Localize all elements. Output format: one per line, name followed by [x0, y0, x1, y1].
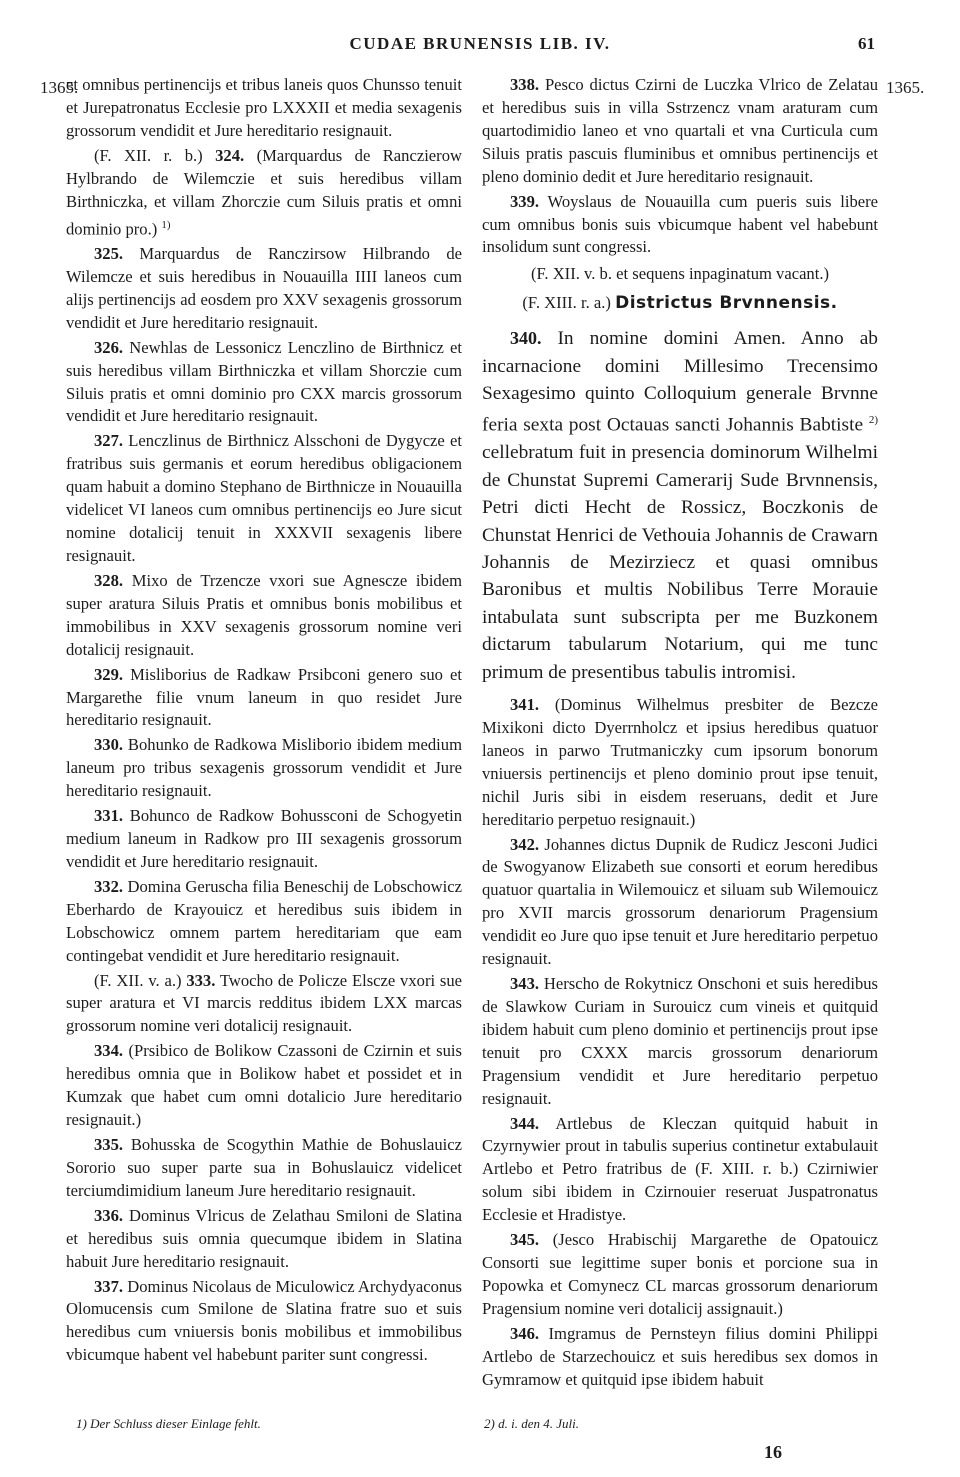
entry-328: 328. Mixo de Trzencze vxori sue Agnescze ibidem super aratura Siluis Pratis et omnibus bonis mobilibus et immobilibus in XXV sexagenis grossorum nomine veri dotalicij resignauit. [66, 570, 462, 659]
entry-340-charter: 340. In nomine domini Amen. Anno ab incarnacione domini Millesimo Trecensimo Sexagesimo quinto Colloquium generale Brvnne feria sexta post Octauas sancti Johannis Babtiste $^{2)}$ cellebratum fuit in presencia dominorum Wilhelmi de Chunstat Supremi Camerarij Sude Brvnnensis, Petri dicti Hecht de Rossicz, Boczkonis de Chunstat Henrici de Vethouia Johannis de Crawarn Johannis de Mezirziecz et quasi omnibus Baronibus et multis Nobilibus Terre Morauie intabulata sunt subscripta per me Buzkonem dictarum tabularum Notarium, qui me tunc primum de presentibus tabulis intromisi. [482, 328, 878, 683]
entry-345: 345. (Jesco Hrabischij Margarethe de Opatouicz Consorti sue legittime super bonis et porcione sua in Popowka et Comynecz CL marcas grossorum denariorum Pragensium nomine veri dotalicij assignauit.) [482, 1230, 878, 1318]
entry-335: 335. Bohusska de Scogythin Mathie de Bohuslauicz Sororio suo super parte sua in Bohuslauicz videlicet terciumdimidium laneum Jure hereditario resignauit. [66, 1135, 462, 1200]
district-heading: (F. XIII. r. a.) Districtus Brvnnensis. [522, 293, 838, 314]
entry-329: 329. Misliborius de Radkaw Prsibconi genero suo et Margarethe filie vnum laneum in quo residet Jure hereditario resignauit. [66, 664, 462, 730]
entry-333: (F. XII. v. a.) 333. Twocho de Policze Elscze vxori sue super aratura et VI marcis redditus ibidem LXX marcas grossorum nomine veri dotalicij resignauit. [66, 970, 462, 1036]
entry-326: 326. Newhlas de Lessonicz Lenczlino de Birthnicz et suis heredibus villam Birthniczka et villam Shorczie cum Siluis pratis et omni dominio pro CXX marcis grossorum vendidit et Jure hereditario resignauit. [66, 337, 462, 426]
footnote-2: 2) d. i. den 4. Juli. [484, 1416, 579, 1431]
folio-note: (F. XII. v. b. et sequens inpaginatum vacant.) [530, 264, 830, 284]
entry-325: 325. Marquardus de Ranczirsow Hilbrando de Wilemcze et suis heredibus in Nouauilla IIII laneos cum alijs pertinencijs ad eosdem pro XXV sexagenis grossorum vendidit et Jure hereditario resignauit. [66, 243, 463, 332]
printer-signature-mark: 16 [764, 1442, 782, 1462]
entry-339: 339. Woyslaus de Nouauilla cum pueris suis libere cum omnibus bonis suis vbicumque habent vel habebunt insolidum sunt congressi. [482, 191, 878, 257]
entry-327: 327. Lenczlinus de Birthnicz Alsschoni de Dygycze et fratribus suis germanis et eorum heredibus obligacionem quam habuit a domino Stephano de Birthnicze in Nouauilla videlicet VI laneos cum omnibus pertinencijs eo Jure sicut nomine dotalicij tenuit in XXXVII sexagenis libere resignauit. [66, 431, 462, 565]
margin-year-right: 1365. [886, 78, 925, 97]
entry-332: 332. Domina Geruscha filia Beneschij de Lobschowicz Eberhardo de Krayouicz et heredibus suis ibidem in Lobschowicz omnem partem hereditariam que eam contingebat vendidit et Jure hereditario resignauit. [66, 876, 462, 965]
page-number: 61 [858, 34, 875, 53]
left-column [66, 74, 462, 1369]
entry-344: 344. Artlebus de Kleczan quitquid habuit in Czyrnywier prout in tabulis superius continetur extabulauit Artlebo et Petro fratribus de (F. XIII. r. b.) Czirniwier solum sibi ibidem in Czirnouier reseruat Juspatronatus Ecclesie et Hradistye. [482, 1113, 879, 1225]
running-title: CUDAE BRUNENSIS LIB. IV. [349, 34, 611, 53]
entry-338: 338. Pesco dictus Czirni de Luczka Vlrico de Zelatau et heredibus suis in villa Sstrzencz vnam araturam cum quartodimidio laneo et vno quartali et vna Curticula cum Siluis pratis pascuis fluminibus et omnibus pertinencijs et pleno dominio dedit et Jure hereditario resignauit. [482, 75, 878, 186]
entry-324: (F. XII. r. b.) 324. (Marquardus de Ranczierow Hylbrando de Wilemczie et suis heredibus villam Birthniczka, et villam Zhorczie cum Siluis pratis et omni dominio pro.) $^{1)}$ [66, 145, 462, 239]
entry-343: 343. Herscho de Rokytnicz Onschoni et suis heredibus de Slawkow Curiam in Surouicz cum vineis et quitquid ibidem habuit cum pleno dominio et pertinencijs prout ipse tenuit pro CXXX marcis grossorum denariorum Pragensium vendidit et Jure hereditario perpetuo resignauit. [482, 974, 878, 1108]
entry-336: 336. Dominus Vlricus de Zelathau Smiloni de Slatina et heredibus suis omnia quecumque ibidem in Slatina habuit Jure hereditario resignauit. [66, 1205, 462, 1271]
footnote-1: 1) Der Schluss dieser Einlage fehlt. [76, 1416, 261, 1431]
running-head [0, 28, 960, 58]
margin-year-left: 1365. [40, 78, 79, 97]
entry-334: 334. (Prsibico de Bolikow Czassoni de Czirnin et suis heredibus omnia que in Bolikow habet et possidet et in Kumzak que habet cum omni dotalicio Jure hereditario resignauit.) [66, 1041, 462, 1130]
entry-331: 331. Bohunco de Radkow Bohussconi de Schogyetin medium laneum in Radkow pro III sexagenis grossorum vendidit et Jure hereditario resignauit. [66, 806, 462, 871]
entry-342: 342. Johannes dictus Dupnik de Rudicz Jesconi Judici de Swogyanow Elizabeth sue consorti et eorum heredibus quatuor quartalia in Wilemouicz et siluam sub Wilemouicz pro XVII marcis grossorum denariorum Pragensium vendidit eo Jure quo ipse tenuit et Jure hereditario perpetuo resignauit. [482, 834, 879, 969]
entry-341: 341. (Dominus Wilhelmus presbiter de Bezcze Mixikoni dicto Dyerrnholcz et ipsius heredibus quatuor laneos in parwo Trutmaniczky cum ipsorum bonorum vniuersis pertinencijs et pleno dominio prout ipse tenuit, nichil Juris sibi in eisdem reseruans, dedit et Jure hereditario perpetuo resignauit.) [482, 694, 878, 829]
entry-330: 330. Bohunko de Radkowa Misliborio ibidem medium laneum pro tribus sexagenis grossorum vendidit et Jure hereditario resignauit. [66, 735, 462, 801]
entry-346: 346. Imgramus de Pernsteyn filius domini Philippi Artlebo de Starzechouicz et suis heredibus sex domos in Gymramow et quitquid ipse ibidem habuit [482, 1323, 878, 1389]
entry-continuation: et omnibus pertinencijs et tribus laneis quos Chunsso tenuit et Jurepatronatus Ecclesie pro LXXXII et media sexagenis grossorum vendidit et Jure hereditario resignauit. [66, 75, 462, 140]
right-column [482, 74, 878, 1394]
entry-337: 337. Dominus Nicolaus de Miculowicz Archydyaconus Olomucensis cum Smilone de Slatina fratre suo et suis heredibus cum vniuersis bonis mobilibus et immobilibus vbicumque habent vel habebunt pariter sunt congressi. [66, 1276, 462, 1365]
